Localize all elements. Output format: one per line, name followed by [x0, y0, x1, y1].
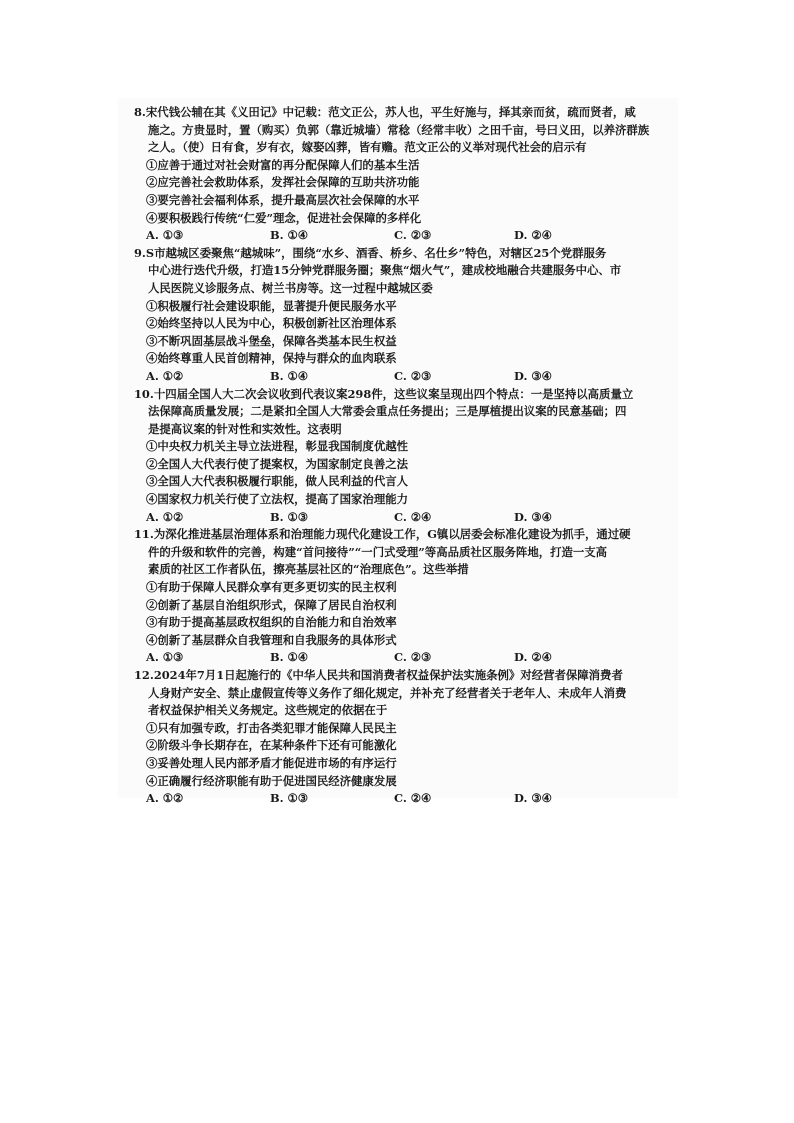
- question-stem-line: 人民医院义诊服务点、树兰书房等。这一过程中越城区委: [148, 280, 433, 295]
- question-stem-line: 素质的社区工作者队伍，擦亮基层社区的“治理底色”。这些举措: [148, 562, 469, 577]
- statement-option: ④要积极践行传统“仁爱”理念，促进社会保障的多样化: [146, 210, 422, 225]
- question-8: [134, 104, 674, 245]
- answer-choice-d: D. ②④: [514, 650, 552, 665]
- answer-choices: [134, 368, 674, 386]
- question-stem-line: 者权益保护相关义务规定。这些规定的依据在于: [148, 703, 388, 718]
- statement-option: ②始终坚持以人民为中心，积极创新社区治理体系: [146, 316, 397, 331]
- question-11: [134, 526, 674, 667]
- question-9: [134, 245, 674, 386]
- statement-option: ①只有加强专政，打击各类犯罪才能保障人民民主: [146, 720, 397, 735]
- answer-choices: [134, 649, 674, 667]
- answer-choice-c: C. ②③: [394, 650, 432, 665]
- statement-option: ①有助于保障人民群众享有更多更切实的民主权利: [146, 580, 397, 595]
- answer-choice-c: C. ②③: [394, 368, 432, 383]
- statement-option: ③妥善处理人民内部矛盾才能促进市场的有序运行: [146, 755, 397, 770]
- statement-option: ①应善于通过对社会财富的再分配保障人们的基本生活: [146, 157, 420, 172]
- statement-option: ④始终尊重人民首创精神，保持与群众的血肉联系: [146, 351, 397, 366]
- answer-choice-d: D. ③④: [514, 368, 552, 383]
- question-stem-line: 8.宋代钱公辅在其《义田记》中记载：范文正公，苏人也，平生好施与，择其亲而贫，疏而贤者，咸: [134, 105, 636, 119]
- answer-choice-a: A. ①②: [146, 509, 184, 524]
- answer-choice-a: A. ①③: [146, 650, 184, 665]
- question-number: 11.: [134, 527, 154, 542]
- statement-option: ②应完善社会救助体系，发挥社会保障的互助共济功能: [146, 175, 420, 190]
- statement-option: ④国家权力机关行使了立法权，提高了国家治理能力: [146, 492, 408, 507]
- answer-choice-c: C. ②④: [394, 791, 432, 806]
- statement-option: ②创新了基层自治组织形式，保障了居民自治权利: [146, 597, 397, 612]
- question-stem-line: 人身财产安全、禁止虚假宣传等义务作了细化规定，并补充了经营者关于老年人、未成年人消费: [148, 685, 627, 700]
- question-10: [134, 386, 674, 527]
- question-stem-line: 件的升级和软件的完善，构建“首问接待”“一门式受理”等高品质社区服务阵地，打造一支高: [148, 544, 608, 559]
- statement-option: ③要完善社会福利体系，提升最高层次社会保障的水平: [146, 192, 420, 207]
- answer-choice-b: B. ①③: [270, 791, 308, 806]
- answer-choice-b: B. ①④: [270, 368, 308, 383]
- answer-choice-d: D. ③④: [514, 791, 552, 806]
- answer-choices: [134, 790, 674, 808]
- statement-option: ②全国人大代表行使了提案权，为国家制定良善之法: [146, 456, 408, 471]
- statement-option: ②阶级斗争长期存在，在某种条件下还有可能激化: [146, 738, 397, 753]
- answer-choice-c: C. ②④: [394, 509, 432, 524]
- answer-choice-d: D. ③④: [514, 509, 552, 524]
- answer-choice-d: D. ②④: [514, 228, 552, 243]
- question-stem-line: 9.S市越城区委聚焦“越城味”，围绕“水乡、酒香、桥乡、名仕乡”特色，对辖区25个党群服务: [134, 245, 607, 260]
- question-stem-line: 12.2024年7月1日起施行的《中华人民共和国消费者权益保护法实施条例》对经营者保障消费者: [134, 668, 623, 682]
- statement-option: ③全国人大代表积极履行职能，做人民利益的代言人: [146, 474, 408, 489]
- answer-choice-a: A. ①②: [146, 368, 184, 383]
- question-12: [134, 667, 674, 808]
- answer-choice-b: B. ①③: [270, 509, 308, 524]
- statement-option: ④创新了基层群众自我管理和自我服务的具体形式: [146, 632, 397, 647]
- answer-choices: [134, 227, 674, 245]
- answer-choice-b: B. ①④: [270, 650, 308, 665]
- question-number: 12.: [134, 668, 154, 682]
- statement-option: ①积极履行社会建设职能，显著提升便民服务水平: [146, 298, 397, 313]
- statement-option: ③不断巩固基层战斗堡垒，保障各类基本民生权益: [146, 333, 397, 348]
- answer-choice-b: B. ①④: [270, 228, 308, 243]
- question-stem-line: 10.十四届全国人大二次会议收到代表议案298件，这些议案呈现出四个特点：一是坚持以高质量立: [134, 386, 634, 401]
- answer-choice-a: A. ①③: [146, 228, 184, 243]
- answer-choice-c: C. ②③: [394, 228, 432, 243]
- question-number: 10.: [134, 386, 154, 401]
- statement-option: ④正确履行经济职能有助于促进国民经济健康发展: [146, 773, 397, 788]
- question-number: 9.: [134, 245, 146, 260]
- answer-choices: [134, 509, 674, 527]
- question-stem-line: 是提高议案的针对性和实效性。这表明: [148, 421, 342, 436]
- question-stem-line: 法保障高质量发展；二是紧扣全国人大常委会重点任务提出；三是厚植提出议案的民意基础；四: [148, 404, 627, 419]
- question-number: 8.: [134, 105, 146, 119]
- question-stem-line: 11.为深化推进基层治理体系和治理能力现代化建设工作，G镇以居委会标准化建设为抓手，通过硬: [134, 527, 631, 542]
- question-stem-line: 中心进行迭代升级，打造15分钟党群服务圈；聚焦“烟火气”，建成校地融合共建服务中心、市: [148, 263, 622, 278]
- statement-option: ③有助于提高基层政权组织的自治能力和自治效率: [146, 615, 397, 630]
- question-stem-line: 施之。方贵显时，置（购买）负郭（靠近城墙）常稔（经常丰收）之田千亩，号曰义田，以养济群族: [148, 122, 650, 137]
- answer-choice-a: A. ①②: [146, 791, 184, 806]
- question-list: [134, 104, 674, 808]
- question-stem-line: 之人。（使）日有食，岁有衣，嫁娶凶葬，皆有赡。范文正公的义举对现代社会的启示有: [148, 140, 587, 155]
- statement-option: ①中央权力机关主导立法进程，彰显我国制度优越性: [146, 439, 408, 454]
